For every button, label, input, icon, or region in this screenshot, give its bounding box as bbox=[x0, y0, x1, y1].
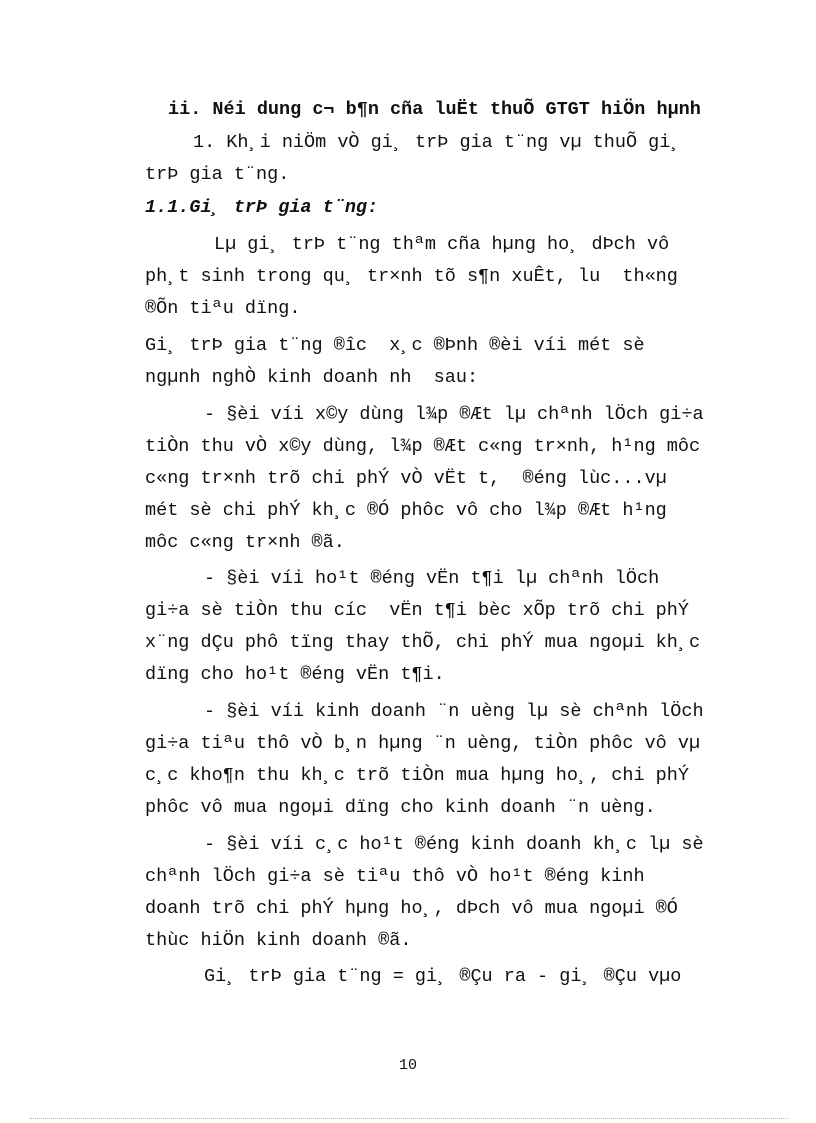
para4-line1: - §èi víi ho¹t ®éng vËn t¶i lµ chªnh lÖch bbox=[204, 568, 660, 589]
para1-line3: ®Õn tiªu dïng. bbox=[145, 298, 301, 319]
formula-line: Gi¸ trÞ gia t¨ng = gi¸ ®Çu ra - gi¸ ®Çu vµo bbox=[204, 966, 682, 987]
para4-line2: gi÷a sè tiÒn thu cíc vËn t¶i bèc xÕp trõ chi phÝ bbox=[145, 600, 689, 621]
para6-line1: - §èi víi c¸c ho¹t ®éng kinh doanh kh¸c lµ sè bbox=[204, 834, 704, 855]
section-heading: ii. Néi dung c¬ b¶n cña luËt thuÕ GTGT hiÖn hµnh bbox=[168, 99, 701, 120]
para3-line2: tiÒn thu vÒ x©y dùng, l¾p ®Æt c«ng tr×nh, h¹ng môc bbox=[145, 436, 701, 457]
page-number: 10 bbox=[398, 1057, 417, 1074]
para5-line4: phôc vô mua ngoµi dïng cho kinh doanh ¨n uèng. bbox=[145, 797, 656, 818]
para6-line4: thùc hiÖn kinh doanh ®ã. bbox=[145, 930, 412, 951]
para4-line3: x¨ng dÇu phô tïng thay thÕ, chi phÝ mua ngoµi kh¸c bbox=[145, 632, 701, 653]
para3-line4: mét sè chi phÝ kh¸c ®Ó phôc vô cho l¾p ®Æt h¹ng bbox=[145, 500, 667, 521]
page-bottom-divider bbox=[30, 1118, 788, 1119]
para4-line4: dïng cho ho¹t ®éng vËn t¶i. bbox=[145, 664, 445, 685]
subheading: 1.1.Gi¸ trÞ gia t¨ng: bbox=[145, 197, 379, 218]
para1-line2: ph¸t sinh trong qu¸ tr×nh tõ s¶n xuÊt, lu th«ng bbox=[145, 266, 678, 287]
para6-line2: chªnh lÖch gi÷a sè tiªu thô vÒ ho¹t ®éng kinh bbox=[145, 866, 645, 887]
section1-line2: trÞ gia t¨ng. bbox=[145, 164, 290, 185]
para2-line1: Gi¸ trÞ gia t¨ng ®îc x¸c ®Þnh ®èi víi mét sè bbox=[145, 335, 645, 356]
para1-line1: Lµ gi¸ trÞ t¨ng thªm cña hµng ho¸ dÞch vô bbox=[214, 234, 670, 255]
para3-line1: - §èi víi x©y dùng l¾p ®Æt lµ chªnh lÖch gi÷a bbox=[204, 404, 704, 425]
section1-line1: 1. Kh¸i niÖm vÒ gi¸ trÞ gia t¨ng vµ thuÕ gi¸ bbox=[193, 132, 682, 153]
para5-line1: - §èi víi kinh doanh ¨n uèng lµ sè chªnh lÖch bbox=[204, 701, 704, 722]
para5-line2: gi÷a tiªu thô vÒ b¸n hµng ¨n uèng, tiÒn phôc vô vµ bbox=[145, 733, 701, 754]
para5-line3: c¸c kho¶n thu kh¸c trõ tiÒn mua hµng ho¸, chi phÝ bbox=[145, 765, 689, 786]
para2-line2: ngµnh nghÒ kinh doanh nh sau: bbox=[145, 367, 479, 388]
para3-line3: c«ng tr×nh trõ chi phÝ vÒ vËt t, ®éng lùc...vµ bbox=[145, 468, 667, 489]
para3-line5: môc c«ng tr×nh ®ã. bbox=[145, 532, 345, 553]
para6-line3: doanh trõ chi phÝ hµng ho¸, dÞch vô mua ngoµi ®Ó bbox=[145, 898, 678, 919]
